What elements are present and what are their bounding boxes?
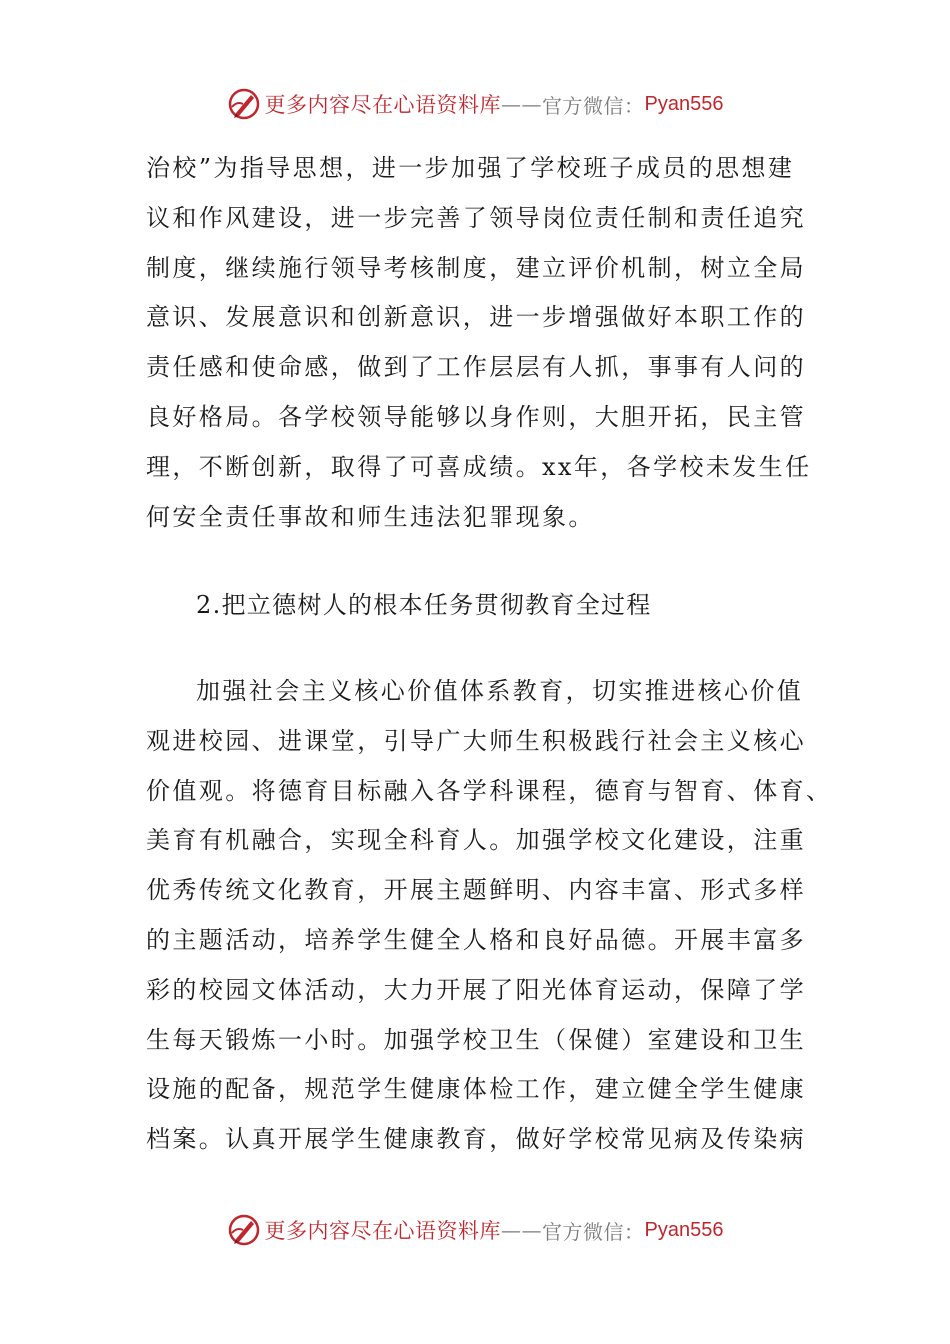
text-line: 何安全责任事故和师生违法犯罪现象。 bbox=[146, 502, 595, 531]
text-line: 意识、发展意识和创新意识，进一步增强做好本职工作的 bbox=[146, 303, 806, 332]
text-line: 档案。认真开展学生健康教育，做好学校常见病及传染病 bbox=[146, 1125, 806, 1154]
text-line: 制度，继续施行领导考核制度，建立评价机制，树立全局 bbox=[146, 253, 806, 282]
banner-title: 更多内容尽在心语资料库 bbox=[264, 93, 502, 117]
text-line: 优秀传统文化教育，开展主题鲜明、内容丰富、形式多样 bbox=[146, 876, 806, 905]
text-line: 的主题活动，培养学生健全人格和良好品德。开展丰富多 bbox=[146, 925, 806, 954]
banner-wechat-label: 官方微信： bbox=[542, 1219, 645, 1244]
banner-wechat-id: Pyan556 bbox=[644, 92, 724, 115]
footer-banner bbox=[0, 1210, 950, 1250]
banner-dash: —— bbox=[501, 92, 543, 116]
text-line: 观进校园、进课堂，引导广大师生积极践行社会主义核心 bbox=[146, 726, 806, 755]
text-line: 生每天锻炼一小时。加强学校卫生（保健）室建设和卫生 bbox=[146, 1025, 806, 1054]
section-heading: 2.把立德树人的根本任务贯彻教育全过程 bbox=[196, 591, 652, 619]
paragraph-1 bbox=[146, 144, 812, 542]
pen-logo-icon bbox=[227, 87, 261, 121]
header-banner bbox=[0, 84, 950, 124]
banner-dash: —— bbox=[501, 1218, 543, 1242]
text-line: 美育有机融合，实现全科育人。加强学校文化建设，注重 bbox=[146, 826, 806, 855]
text-line: 加强社会主义核心价值体系教育，切实推进核心价值 bbox=[196, 677, 804, 705]
pen-logo-icon bbox=[227, 1213, 261, 1247]
text-line: 价值观。将德育目标融入各学科课程，德育与智育、体育、 bbox=[146, 776, 833, 805]
text-line: 议和作风建设，进一步完善了领导岗位责任制和责任追究 bbox=[146, 203, 806, 232]
banner-wechat-id: Pyan556 bbox=[644, 1218, 724, 1241]
banner-title: 更多内容尽在心语资料库 bbox=[264, 1219, 502, 1243]
banner-wechat-label: 官方微信： bbox=[542, 93, 645, 118]
text-line: 良好格局。各学校领导能够以身作则，大胆开拓，民主管 bbox=[146, 402, 806, 431]
text-line: 理，不断创新，取得了可喜成绩。xx年，各学校未发生任 bbox=[146, 452, 812, 481]
text-line: 治校”为指导思想，进一步加强了学校班子成员的思想建 bbox=[146, 154, 795, 182]
paragraph-2 bbox=[146, 667, 833, 1165]
text-line: 彩的校园文体活动，大力开展了阳光体育运动，保障了学 bbox=[146, 975, 806, 1004]
text-line: 责任感和使命感，做到了工作层层有人抓，事事有人问的 bbox=[146, 353, 806, 382]
text-line: 设施的配备，规范学生健康体检工作，建立健全学生健康 bbox=[146, 1075, 806, 1104]
